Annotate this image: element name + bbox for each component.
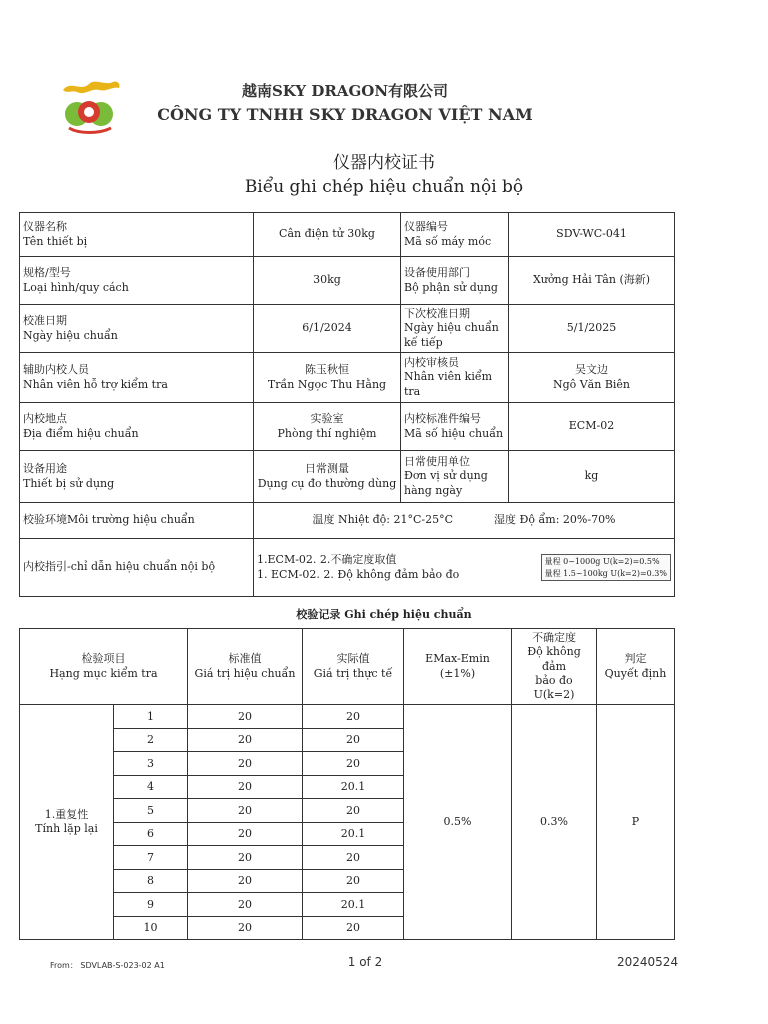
record-standard-value: 20 <box>188 846 303 870</box>
record-row-number: 6 <box>114 822 188 846</box>
value-department: Xưởng Hải Tân (海新) <box>509 257 675 305</box>
record-row-number: 1 <box>114 705 188 729</box>
document-title <box>0 148 768 197</box>
value-location: 实验室 Phòng thí nghiệm <box>254 403 401 451</box>
company-name-cn: 越南SKY DRAGON有限公司 <box>241 82 449 100</box>
label-equipment-name: 仪器名称 Tên thiết bị <box>20 213 254 257</box>
title-vn: Biểu ghi chép hiệu chuẩn nội bộ <box>244 177 524 197</box>
record-standard-value: 20 <box>188 822 303 846</box>
info-row-calibration-date <box>20 305 675 353</box>
calibration-record-table <box>19 628 675 940</box>
record-standard-value: 20 <box>188 705 303 729</box>
info-row-usage <box>20 451 675 503</box>
header-judgment: 判定 Quyết định <box>597 629 675 705</box>
record-actual-value: 20.1 <box>303 893 404 917</box>
label-support-staff: 辅助内校人员 Nhân viên hỗ trợ kiểm tra <box>20 353 254 403</box>
label-location: 内校地点 Địa điểm hiệu chuẩn <box>20 403 254 451</box>
record-row-number: 7 <box>114 846 188 870</box>
label-unit: 日常使用单位 Đơn vị sử dụng hàng ngày <box>401 451 509 503</box>
record-actual-value: 20.1 <box>303 822 404 846</box>
value-next-calibration: 5/1/2025 <box>509 305 675 353</box>
record-actual-value: 20 <box>303 752 404 776</box>
form-code: From： SDVLAB-S-023-02 A1 <box>50 961 165 970</box>
record-actual-value: 20 <box>303 728 404 752</box>
page-number: 1 of 2 <box>347 955 383 969</box>
label-equipment-code: 仪器编号 Mã số máy móc <box>401 213 509 257</box>
record-header-row <box>20 629 675 705</box>
record-row-number: 2 <box>114 728 188 752</box>
value-support-staff: 陈玉秋恒 Trần Ngọc Thu Hằng <box>254 353 401 403</box>
record-standard-value: 20 <box>188 799 303 823</box>
record-standard-value: 20 <box>188 752 303 776</box>
record-item-cell: 1.重复性 Tính lặp lại <box>20 705 114 940</box>
label-inspector: 内校审核员 Nhân viên kiểm tra <box>401 353 509 403</box>
company-header <box>130 80 560 124</box>
label-environment: 校验环境Môi trường hiệu chuẩn <box>20 503 254 539</box>
record-judgment: P <box>597 705 675 940</box>
header-actual: 实际值 Giá trị thực tế <box>303 629 404 705</box>
uncertainty-note-stamp: 量程 0~1000g U(k=2)=0.5% 量程 1.5~100kg U(k=2)=0.3% <box>541 554 671 580</box>
record-row-number: 9 <box>114 893 188 917</box>
record-actual-value: 20 <box>303 916 404 940</box>
value-equipment-code: SDV-WC-041 <box>509 213 675 257</box>
info-row-equipment-name <box>20 213 675 257</box>
label-spec: 规格/型号 Loại hình/quy cách <box>20 257 254 305</box>
record-uncertainty: 0.3% <box>512 705 597 940</box>
record-row-number: 3 <box>114 752 188 776</box>
guidance-line-vn: 1. ECM-02. 2. Độ không đảm bảo đo <box>257 567 460 581</box>
record-standard-value: 20 <box>188 916 303 940</box>
record-standard-value: 20 <box>188 869 303 893</box>
record-actual-value: 20 <box>303 705 404 729</box>
label-usage: 设备用途 Thiết bị sử dụng <box>20 451 254 503</box>
info-row-spec <box>20 257 675 305</box>
header-standard: 标准值 Giá trị hiệu chuẩn <box>188 629 303 705</box>
info-row-environment <box>20 503 675 539</box>
value-environment <box>254 503 675 539</box>
label-calibration-date: 校准日期 Ngày hiệu chuẩn <box>20 305 254 353</box>
record-row-number: 10 <box>114 916 188 940</box>
info-row-location <box>20 403 675 451</box>
title-cn: 仪器内校证书 <box>333 153 435 173</box>
value-spec: 30kg <box>254 257 401 305</box>
header-emax: EMax-Emin (±1%) <box>404 629 512 705</box>
value-inspector: 吴文边 Ngô Văn Biên <box>509 353 675 403</box>
record-actual-value: 20.1 <box>303 775 404 799</box>
company-logo <box>55 78 127 136</box>
header-uncertainty: 不确定度 Độ không đảm bảo đo U(k=2) <box>512 629 597 705</box>
value-unit: kg <box>509 451 675 503</box>
table-row <box>20 705 675 729</box>
record-actual-value: 20 <box>303 846 404 870</box>
guidance-line-cn: 1.ECM-02. 2.不确定度取值 <box>257 553 397 567</box>
value-usage: 日常测量 Dụng cụ đo thường dùng <box>254 451 401 503</box>
label-department: 设备使用部门 Bộ phận sử dụng <box>401 257 509 305</box>
record-standard-value: 20 <box>188 728 303 752</box>
record-row-number: 4 <box>114 775 188 799</box>
info-row-staff <box>20 353 675 403</box>
value-equipment-name: Cân điện tử 30kg <box>254 213 401 257</box>
humidity-range: 湿度 Độ ẩm: 20%-70% <box>494 513 616 527</box>
label-standard-code: 内校标准件编号 Mã số hiệu chuẩn <box>401 403 509 451</box>
record-standard-value: 20 <box>188 893 303 917</box>
record-standard-value: 20 <box>188 775 303 799</box>
header-item: 检验项目 Hạng mục kiểm tra <box>20 629 188 705</box>
temperature-range: 温度 Nhiệt độ: 21°C-25°C <box>312 513 454 527</box>
company-name-vn: CÔNG TY TNHH SKY DRAGON VIỆT NAM <box>157 105 533 124</box>
value-guidance <box>254 539 675 597</box>
label-guidance: 内校指引-chỉ dẫn hiệu chuẩn nội bộ <box>20 539 254 597</box>
record-actual-value: 20 <box>303 799 404 823</box>
document-date: 20240524 <box>617 955 679 969</box>
value-calibration-date: 6/1/2024 <box>254 305 401 353</box>
record-row-number: 8 <box>114 869 188 893</box>
value-standard-code: ECM-02 <box>509 403 675 451</box>
record-row-number: 5 <box>114 799 188 823</box>
info-table <box>19 212 675 597</box>
record-actual-value: 20 <box>303 869 404 893</box>
record-title: 校验记录 Ghi chép hiệu chuẩn <box>296 608 472 621</box>
info-row-guidance <box>20 539 675 597</box>
record-emax: 0.5% <box>404 705 512 940</box>
label-next-calibration: 下次校准日期 Ngày hiệu chuẩn kế tiếp <box>401 305 509 353</box>
